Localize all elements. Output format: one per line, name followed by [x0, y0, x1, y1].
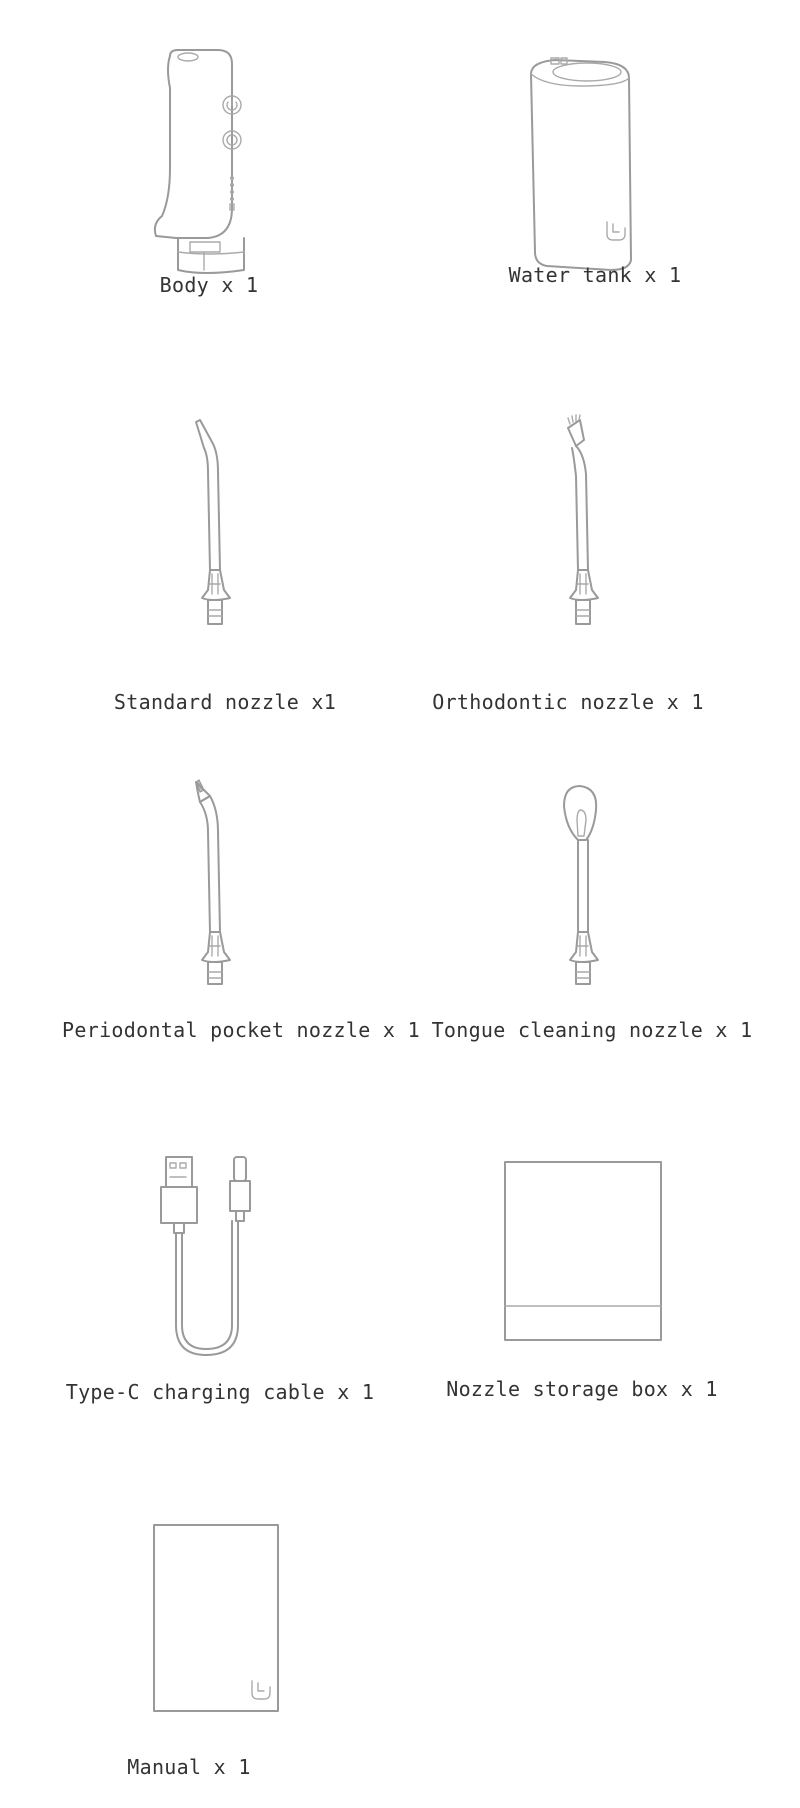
periodontal-pocket-nozzle-label: Periodontal pocket nozzle x 1 — [62, 1018, 420, 1042]
tongue-cleaning-nozzle-illustration — [560, 786, 620, 1006]
manual-illustration — [152, 1523, 280, 1715]
orthodontic-nozzle-illustration — [562, 418, 612, 638]
water-tank-label: Water tank x 1 — [508, 263, 682, 287]
periodontal-pocket-nozzle-illustration — [190, 780, 240, 1000]
orthodontic-nozzle-label: Orthodontic nozzle x 1 — [432, 690, 704, 714]
body-label: Body x 1 — [159, 273, 259, 297]
nozzle-storage-box-label: Nozzle storage box x 1 — [446, 1377, 718, 1401]
nozzle-storage-box-illustration — [503, 1160, 665, 1342]
manual-label: Manual x 1 — [127, 1755, 251, 1779]
standard-nozzle-label: Standard nozzle x1 — [113, 690, 337, 714]
standard-nozzle-illustration — [190, 418, 240, 638]
body-illustration — [148, 48, 258, 278]
type-c-cable-illustration — [158, 1155, 258, 1360]
water-tank-illustration — [525, 56, 645, 276]
type-c-cable-label: Type-C charging cable x 1 — [65, 1380, 375, 1404]
tongue-cleaning-nozzle-label: Tongue cleaning nozzle x 1 — [431, 1018, 753, 1042]
